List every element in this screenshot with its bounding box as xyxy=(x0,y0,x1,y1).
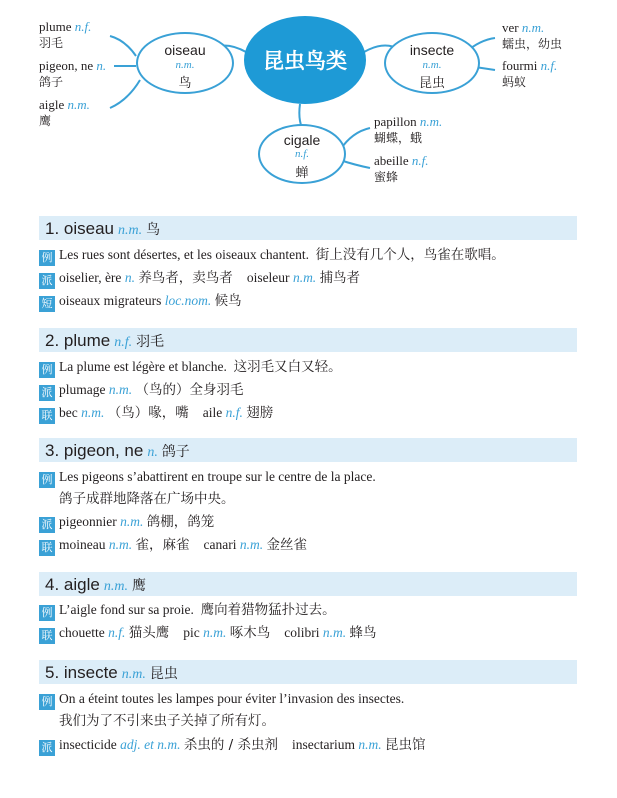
tag-phrase-icon: 短 xyxy=(39,296,55,312)
tag-derivative-icon: 派 xyxy=(39,740,55,756)
item-pos: n.m. xyxy=(67,97,90,112)
tag-related-icon: 联 xyxy=(39,540,55,556)
derivative-line xyxy=(39,512,599,532)
section-title: 5. insecte xyxy=(45,663,118,682)
entry-word: insectarium xyxy=(292,737,355,752)
entry-pos: n.m. xyxy=(292,270,317,285)
tag-derivative-icon: 派 xyxy=(39,273,55,289)
node-zh: 蝉 xyxy=(295,166,309,181)
entry-zh: 翅膀 xyxy=(246,405,274,421)
section-header xyxy=(39,438,577,462)
example-fr: La plume est légère et blanche. xyxy=(59,359,227,374)
entry-zh: 啄木鸟 xyxy=(229,625,271,641)
item-pos: n.f. xyxy=(540,58,558,73)
entry-pos: n.m. xyxy=(239,537,264,552)
mindmap-left-item xyxy=(39,19,91,51)
node-pos: n.m. xyxy=(175,59,195,71)
entry-zh: （鸟）喙，嘴 xyxy=(107,405,189,421)
item-zh: 蠕虫，幼虫 xyxy=(502,37,563,51)
section-zh: 鸟 xyxy=(146,222,161,238)
section-pos: n.m. xyxy=(103,579,128,594)
entry-zh: 鸽棚，鸽笼 xyxy=(146,514,215,530)
related-line xyxy=(39,403,599,423)
item-word: abeille xyxy=(374,153,409,168)
example-zh: 街上没有几个人，鸟雀在歌唱。 xyxy=(315,247,505,263)
section-title: 2. plume xyxy=(45,331,111,350)
derivative-line xyxy=(39,735,599,755)
entry-pos: loc.nom. xyxy=(164,293,212,308)
node-pos: n.f. xyxy=(294,148,310,160)
item-pos: n.m. xyxy=(419,114,443,129)
mindmap-left-item xyxy=(39,97,90,129)
item-zh: 鸽子 xyxy=(39,75,64,89)
node-word: oiseau xyxy=(164,42,206,58)
example-fr: On a éteint toutes les lampes pour éviter l’invasion des insectes. xyxy=(59,691,405,706)
entry-zh: 捕鸟者 xyxy=(319,270,361,286)
tag-example-icon: 例 xyxy=(39,694,55,710)
section-pos: n. xyxy=(147,445,158,460)
example-zh: 这羽毛又白又轻。 xyxy=(233,359,342,375)
section-zh: 昆虫 xyxy=(149,666,178,682)
entry-zh: 候鸟 xyxy=(214,293,242,309)
node-pos: n.m. xyxy=(422,59,442,71)
example-line xyxy=(39,689,599,709)
mindmap-bottom-item xyxy=(374,114,442,146)
derivative-line xyxy=(39,380,599,400)
example-zh: 我们为了不引来虫子关掉了所有灯。 xyxy=(59,713,275,729)
node-word: cigale xyxy=(283,132,321,148)
entry-word: bec xyxy=(59,405,78,420)
item-zh: 蚂蚁 xyxy=(502,75,527,89)
example-line xyxy=(39,245,599,265)
section-title: 3. pigeon, ne xyxy=(45,441,144,460)
entry-word: pigeonnier xyxy=(59,514,117,529)
tag-related-icon: 联 xyxy=(39,408,55,424)
node-zh: 昆虫 xyxy=(418,76,445,91)
entry-pos: n.m. xyxy=(81,405,105,420)
entry-pos: n.f. xyxy=(108,625,126,640)
tag-derivative-icon: 派 xyxy=(39,517,55,533)
entry-word: plumage xyxy=(59,382,106,397)
entry-pos: n.m. xyxy=(358,737,382,752)
entry-pos: n.f. xyxy=(225,405,243,420)
section-header xyxy=(39,660,577,684)
item-pos: n.m. xyxy=(521,20,545,35)
entry-word: oiseaux migrateurs xyxy=(59,293,162,308)
example-fr: L’aigle fond sur sa proie. xyxy=(59,602,194,617)
entry-pos: n.m. xyxy=(322,625,347,640)
entry-zh: （鸟的）全身羽毛 xyxy=(135,382,244,398)
section-zh: 羽毛 xyxy=(136,334,165,350)
item-word: ver xyxy=(502,20,519,35)
entry-pos: n.m. xyxy=(108,382,133,397)
entry-zh: 雀，麻雀 xyxy=(135,537,190,553)
item-word: plume xyxy=(39,19,72,34)
item-zh: 蜜蜂 xyxy=(374,170,399,184)
item-zh: 鹰 xyxy=(39,114,52,128)
node-word: insecte xyxy=(409,42,455,58)
section-header xyxy=(39,328,577,352)
example-zh: 鸽子成群地降落在广场中央。 xyxy=(59,491,235,507)
example-line xyxy=(39,357,599,377)
entry-pos: adj. et n.m. xyxy=(120,737,181,752)
entry-word: pic xyxy=(183,625,200,640)
mindmap-node-cigale xyxy=(258,124,346,184)
tag-example-icon: 例 xyxy=(39,605,55,621)
entry-pos: n.m. xyxy=(108,537,133,552)
mindmap-bottom-item xyxy=(374,153,429,185)
derivative-line xyxy=(39,268,599,288)
item-pos: n. xyxy=(96,58,107,73)
item-pos: n.f. xyxy=(74,19,92,34)
entry-word: canari xyxy=(203,537,237,552)
example-zh-line xyxy=(39,711,617,731)
related-line xyxy=(39,623,599,643)
item-word: aigle xyxy=(39,97,65,112)
item-word: pigeon, ne xyxy=(39,58,94,73)
section-pos: n.m. xyxy=(118,223,143,238)
section-header xyxy=(39,572,577,596)
tag-example-icon: 例 xyxy=(39,250,55,266)
item-zh: 羽毛 xyxy=(39,36,64,50)
section-title: 4. aigle xyxy=(45,575,100,594)
entry-pos: n.m. xyxy=(203,625,227,640)
entry-pos: n. xyxy=(124,270,135,285)
section-title: 1. oiseau xyxy=(45,219,114,238)
tag-related-icon: 联 xyxy=(39,628,55,644)
entry-zh: 猫头鹰 xyxy=(128,625,170,641)
entry-pos: n.m. xyxy=(120,514,144,529)
example-zh: 鹰向着猎物猛扑过去。 xyxy=(200,602,336,618)
section-zh: 鸽子 xyxy=(161,444,190,460)
phrase-line xyxy=(39,291,599,311)
example-fr: Les pigeons s’abattirent en troupe sur le centre de la place. xyxy=(59,469,376,484)
entry-zh: 蜂鸟 xyxy=(349,625,377,641)
item-zh: 蝴蝶，蛾 xyxy=(374,131,423,145)
tag-example-icon: 例 xyxy=(39,362,55,378)
mindmap-node-insecte xyxy=(384,32,480,94)
entry-zh: 杀虫的 / 杀虫剂 xyxy=(183,737,278,753)
mindmap-center-title: 昆虫鸟类 xyxy=(244,16,366,104)
item-word: fourmi xyxy=(502,58,538,73)
tag-example-icon: 例 xyxy=(39,472,55,488)
mindmap-right-item xyxy=(502,58,557,90)
example-line xyxy=(39,600,599,620)
entry-zh: 养鸟者，卖鸟者 xyxy=(138,270,233,286)
entry-zh: 昆虫馆 xyxy=(384,737,426,753)
entry-word: moineau xyxy=(59,537,106,552)
related-line xyxy=(39,535,599,555)
entry-word: chouette xyxy=(59,625,105,640)
entry-word: insecticide xyxy=(59,737,117,752)
node-zh: 鸟 xyxy=(178,76,192,91)
example-line xyxy=(39,467,599,487)
mindmap-node-oiseau xyxy=(136,32,234,94)
tag-derivative-icon: 派 xyxy=(39,385,55,401)
entry-word: oiseleur xyxy=(246,270,290,285)
entry-word: oiselier, ère xyxy=(59,270,122,285)
entry-zh: 金丝雀 xyxy=(266,537,307,553)
entry-word: colibri xyxy=(284,625,320,640)
section-pos: n.f. xyxy=(114,335,133,350)
example-zh-line xyxy=(39,489,617,509)
entry-word: aile xyxy=(202,405,223,420)
item-word: papillon xyxy=(374,114,417,129)
mindmap-right-item xyxy=(502,20,562,52)
example-fr: Les rues sont désertes, et les oiseaux chantent. xyxy=(59,247,310,262)
mindmap-left-item xyxy=(39,58,106,90)
section-zh: 鹰 xyxy=(131,578,146,594)
section-pos: n.m. xyxy=(121,667,146,682)
section-header xyxy=(39,216,577,240)
item-pos: n.f. xyxy=(411,153,429,168)
